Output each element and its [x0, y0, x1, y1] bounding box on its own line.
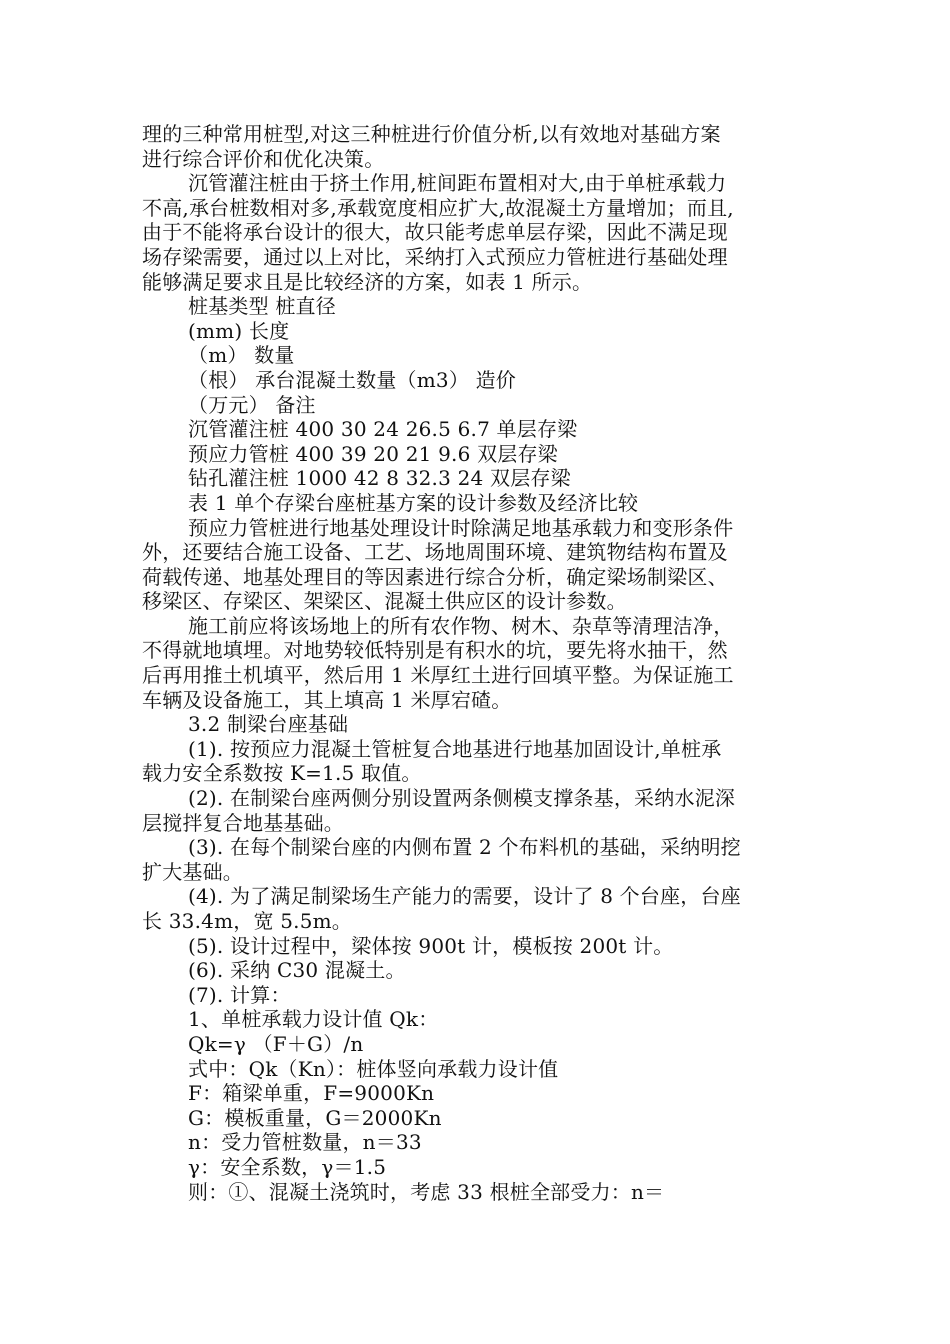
text-line: （m） 数量 — [188, 343, 295, 368]
text-line: (mm) 长度 — [188, 318, 290, 343]
text-line: 外，还要结合施工设备、工艺、场地周围环境、建筑物结构布置及 — [142, 540, 728, 565]
text-line: F：箱梁单重，F=9000Kn — [188, 1081, 435, 1106]
text-line: 3.2 制梁台座基础 — [188, 712, 349, 737]
text-line: 沉管灌注桩 400 30 24 26.5 6.7 单层存梁 — [188, 417, 578, 442]
text-line: 施工前应将该场地上的所有农作物、树木、杂草等清理洁净， — [188, 613, 734, 638]
text-line: 不高,承台桩数相对多,承载宽度相应扩大,故混凝土方量增加；而且, — [142, 195, 734, 220]
text-line: 场存梁需要，通过以上对比，采纳打入式预应力管桩进行基础处理 — [142, 244, 728, 269]
text-line: 钻孔灌注桩 1000 42 8 32.3 24 双层存梁 — [188, 466, 571, 491]
text-line: (2). 在制梁台座两侧分别设置两条侧模支撑条基，采纳水泥深 — [188, 786, 736, 811]
text-line: 后再用推土机填平，然后用 1 米厚红土进行回填平整。为保证施工 — [142, 663, 734, 688]
document-body — [142, 122, 812, 1204]
text-line: 1、单桩承载力设计值 Qk： — [188, 1007, 439, 1032]
text-line: 预应力管桩 400 39 20 21 9.6 双层存梁 — [188, 441, 558, 466]
text-line: (7). 计算： — [188, 982, 291, 1007]
text-line: （万元） 备注 — [188, 392, 316, 417]
text-line: γ：安全系数，γ＝1.5 — [188, 1154, 387, 1179]
text-line: 表 1 单个存梁台座桩基方案的设计参数及经济比较 — [188, 490, 639, 515]
text-line: 式中：Qk（Kn）：桩体竖向承载力设计值 — [188, 1056, 559, 1081]
text-line: 能够满足要求且是比较经济的方案，如表 1 所示。 — [142, 269, 593, 294]
text-line: G：模板重量，G＝2000Kn — [188, 1105, 442, 1130]
text-line: (3). 在每个制梁台座的内侧布置 2 个布料机的基础，采纳明挖 — [188, 835, 741, 860]
text-line: (4). 为了满足制梁场生产能力的需要，设计了 8 个台座，台座 — [188, 884, 741, 909]
text-line: 长 33.4m，宽 5.5m。 — [142, 909, 352, 933]
text-line: 层搅拌复合地基基础。 — [142, 810, 344, 835]
text-line: Qk=γ （F＋G）/n — [188, 1031, 364, 1056]
text-line: 车辆及设备施工，其上填高 1 米厚宕碴。 — [142, 687, 512, 712]
text-line: (6). 采纳 C30 混凝土。 — [188, 958, 406, 983]
text-line: 由于不能将承台设计的很大，故只能考虑单层存梁，因此不满足现 — [142, 220, 728, 245]
text-line: （根） 承台混凝土数量（m3） 造价 — [188, 367, 517, 392]
text-line: 桩基类型 桩直径 — [188, 294, 336, 319]
text-line: 扩大基础。 — [142, 859, 243, 884]
text-line: 载力安全系数按 K=1.5 取值。 — [142, 761, 422, 786]
text-line: 荷载传递、地基处理目的等因素进行综合分析，确定梁场制梁区、 — [142, 564, 728, 589]
text-line: 理的三种常用桩型,对这三种桩进行价值分析,以有效地对基础方案 — [142, 122, 721, 146]
text-line: 预应力管桩进行地基处理设计时除满足地基承载力和变形条件 — [188, 515, 734, 540]
text-line: n：受力管桩数量，n＝33 — [188, 1130, 422, 1155]
text-line: 进行综合评价和优化决策。 — [142, 146, 385, 171]
text-line: (5). 设计过程中，梁体按 900t 计，模板按 200t 计。 — [188, 933, 674, 958]
text-line: 则：①、混凝土浇筑时，考虑 33 根桩全部受力：n＝ — [188, 1179, 665, 1204]
text-line: 不得就地填埋。对地势较低特别是有积水的坑，要先将水抽干，然 — [142, 638, 728, 663]
text-line: 沉管灌注桩由于挤土作用,桩间距布置相对大,由于单桩承载力 — [188, 171, 727, 196]
text-line: 移梁区、存梁区、架梁区、混凝土供应区的设计参数。 — [142, 589, 627, 614]
text-line: (1). 按预应力混凝土管桩复合地基进行地基加固设计,单桩承 — [188, 736, 722, 761]
